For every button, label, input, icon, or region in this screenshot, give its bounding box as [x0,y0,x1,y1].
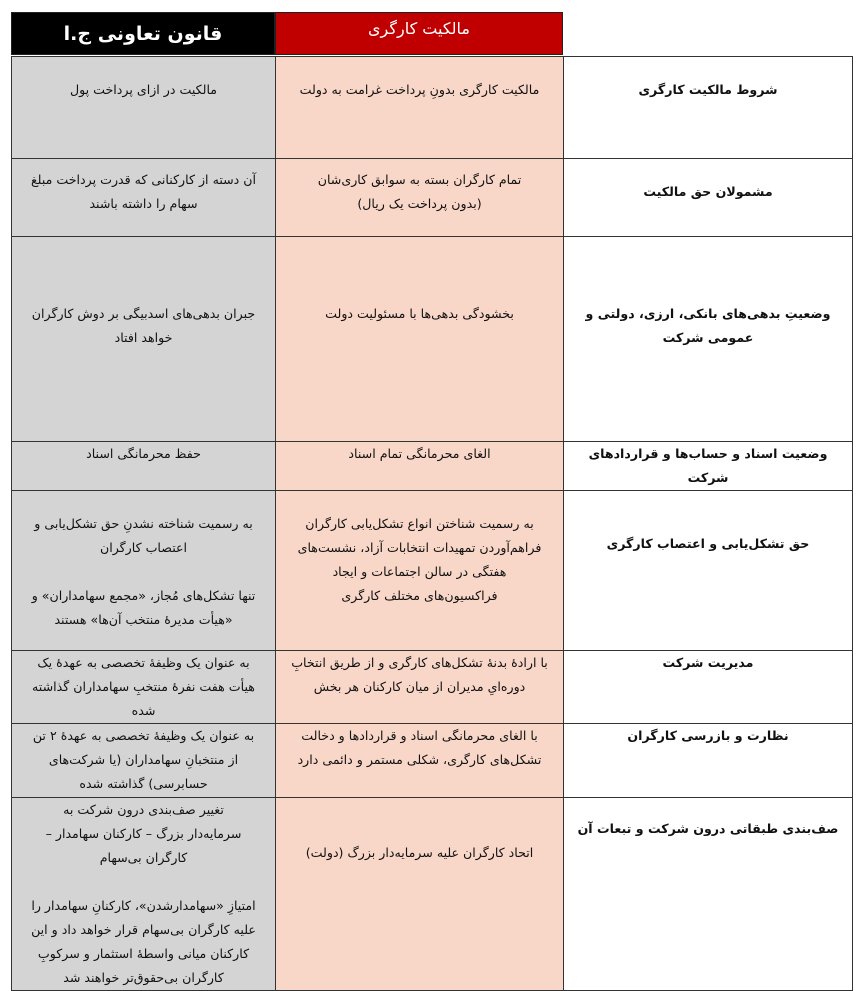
table-row [12,491,853,651]
comparison-table [11,56,853,991]
cell-cooperative-law [12,798,276,991]
cell-line: از منتخبانِ سهامداران (یا شرکت‌های [48,752,239,767]
cell-line: علیه کارگران بی‌سهام قرار خواهد داد و این [31,922,256,937]
cell-cooperative-law [12,491,276,651]
criterion-label: حق تشکل‌یابی و اعتصاب کارگری [606,536,810,551]
cell-line: جبران بدهی‌های اسدبیگی بر دوش کارگران [31,306,256,321]
cell-cooperative-law [12,57,276,159]
cell-line: حسابرسی) گذاشته شده [79,776,208,791]
cell-line: با الغای محرمانگی اسناد و قراردادها و دخالت [301,728,538,743]
header-worker-ownership: مالکیت کارگری [275,12,563,55]
cell-cooperative-law [12,159,276,237]
cell-line: مالکیت در ازای پرداخت پول [69,82,218,97]
cell-line: تغییر صف‌بندی درون شرکت به [63,802,224,817]
cell-line: «هیأت مدیرهٔ منتخب آن‌ها» هستند [54,612,233,627]
cell-line: کارکنان میانی واسطهٔ استثمار و سرکوبِ [37,946,250,961]
cell-line: شده [131,703,156,718]
cell-criterion [564,442,853,491]
cell-criterion [564,159,853,237]
cell-line: به رسمیت شناختن انواع تشکل‌یابی کارگران [305,516,534,531]
cell-criterion [564,237,853,442]
table-row [12,442,853,491]
cell-line: امتیازِ «سهامدارشدن»، کارکنانِ سهامدار را [31,898,256,913]
cell-line: هفتگی در سالن اجتماعات و ایجاد [332,564,507,579]
criterion-label: مدیریت شرکت [662,655,754,670]
cell-line: آن دسته از کارکنانی که قدرت پرداخت مبلغ [30,172,257,187]
cell-worker-ownership [276,57,564,159]
paragraph-gap [22,560,265,584]
cell-line: الغای محرمانگی تمام اسناد [348,446,491,461]
header-cooperative-law: قانون تعاونی ج.ا [11,12,275,55]
table-row [12,798,853,991]
criterion-label: شروط مالکیت کارگری [638,82,778,97]
cell-line: اعتصاب کارگران [99,540,188,555]
cell-line: دوره‌ایِ مدیران از میان کارکنان هر بخش [313,679,526,694]
criterion-label: مشمولان حق مالکیت [643,184,773,199]
criterion-label: صف‌بندی طبقاتی درون شرکت و تبعات آن [577,821,839,836]
cell-line: به عنوان یک وظیفهٔ تخصصی به عهدهٔ یک [37,655,250,670]
cell-line: سهام را داشته باشند [89,196,198,211]
cell-worker-ownership [276,237,564,442]
criterion-label: نظارت و بازرسی کارگران [627,728,789,743]
cell-line: فراهم‌آوردن تمهیدات انتخابات آزاد، نشست‌های [297,540,542,555]
cell-line: مالکیت کارگری بدونِ پرداخت غرامت به دولت [299,82,540,97]
cell-line: سرمایه‌دار بزرگ – کارکنان سهامدار – [45,826,242,841]
cell-criterion [564,491,853,651]
cell-line: با ارادهٔ بدنهٔ تشکل‌های کارگری و از طریق انتخابِ [291,655,548,670]
table-row [12,57,853,159]
cell-line: هیأت هفت نفرهٔ منتخبِ سهامداران گذاشته [32,679,255,694]
cell-worker-ownership [276,159,564,237]
cell-line: بخشودگی بدهی‌ها با مسئولیت دولت [325,306,514,321]
cell-line: به عنوان یک وظیفهٔ تخصصی به عهدهٔ ۲ تن [32,728,255,743]
cell-line: کارگران بی‌سهام [99,850,188,865]
cell-line: به رسمیت شناخته نشدنِ حق تشکل‌یابی و [34,516,253,531]
cell-line: تنها تشکل‌های مُجاز، «مجمع سهامداران» و [31,588,256,603]
criterion-label: وضعیتِ بدهی‌های بانکی، ارزی، دولتی و عمومی شرکت [585,306,831,345]
table-row [12,651,853,724]
table-row [12,159,853,237]
cell-cooperative-law [12,724,276,798]
cell-worker-ownership [276,724,564,798]
cell-criterion [564,57,853,159]
cell-worker-ownership [276,491,564,651]
cell-line: تشکل‌های کارگری، شکلی مستمر و دائمی دارد [297,752,542,767]
table-row [12,237,853,442]
cell-criterion [564,651,853,724]
cell-worker-ownership [276,798,564,991]
cell-line: اتحاد کارگران علیه سرمایه‌دار بزرگ (دولت) [305,845,534,860]
cell-worker-ownership [276,651,564,724]
cell-worker-ownership [276,442,564,491]
cell-cooperative-law [12,237,276,442]
paragraph-gap [22,870,265,894]
cell-line: تمام کارگران بسته به سوابق کاری‌شان [317,172,522,187]
cell-cooperative-law [12,651,276,724]
cell-line: حفظ محرمانگی اسناد [86,446,201,461]
criterion-label: وضعیت اسناد و حساب‌ها و قراردادهای شرکت [588,446,828,485]
cell-cooperative-law [12,442,276,491]
cell-line: کارگران بی‌حقوق‌تر خواهند شد [63,970,224,985]
cell-line: (بدون پرداخت یک ریال) [357,196,482,211]
cell-criterion [564,798,853,991]
cell-criterion [564,724,853,798]
cell-line: فراکسیون‌های مختلف کارگری [341,588,498,603]
cell-line: خواهد افتاد [114,330,173,345]
table-row [12,724,853,798]
